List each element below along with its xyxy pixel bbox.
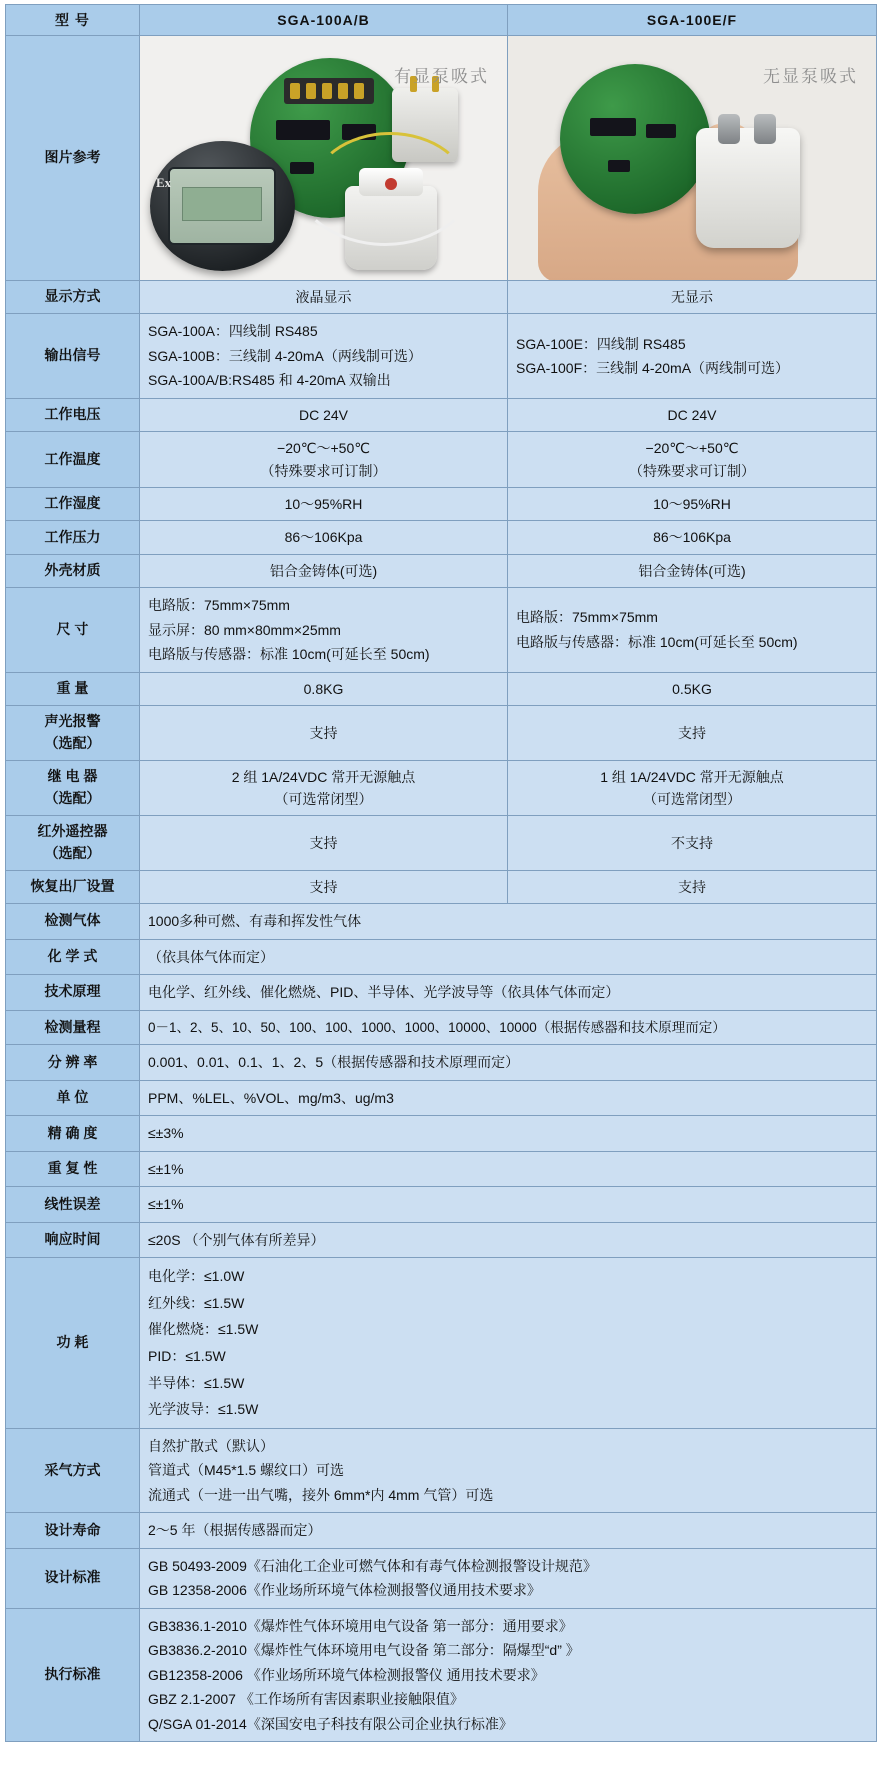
- display-meter-icon: Ex: [150, 141, 295, 271]
- table-row-relay: [6, 760, 877, 816]
- alarm-label-line-1: 声光报警: [44, 713, 101, 730]
- table-row-resolution: [6, 1045, 877, 1081]
- resolution-label: 分 辨 率: [6, 1045, 140, 1081]
- alarm-value-a: 支持: [140, 706, 508, 760]
- size-b-line-1: 电路版：75mm×75mm: [516, 609, 658, 626]
- size-a-line-2: 显示屏：80 mm×80mm×25mm: [148, 621, 341, 638]
- pressure-label: 工作压力: [6, 521, 140, 554]
- remote-value-b: 不支持: [508, 816, 877, 870]
- sampling-line-2: 管道式（M45*1.5 螺纹口）可选: [148, 1462, 345, 1479]
- alarm-label-line-2: （选配）: [44, 734, 101, 751]
- size-value-a: [140, 588, 508, 673]
- sampling-label: 采气方式: [6, 1428, 140, 1513]
- table-row-accuracy: [6, 1116, 877, 1152]
- relay-value-b: [508, 760, 877, 816]
- relay-label: [6, 760, 140, 816]
- range-label: 检测量程: [6, 1010, 140, 1045]
- sampling-line-3: 流通式（一进一出气嘴，接外 6mm*内 4mm 气管）可选: [148, 1486, 494, 1503]
- table-row-factory-reset: [6, 870, 877, 903]
- design-standard-label: 设计标准: [6, 1548, 140, 1608]
- output-value-a: [140, 314, 508, 399]
- design-standard-value: [140, 1548, 877, 1608]
- lifetime-label: 设计寿命: [6, 1513, 140, 1549]
- table-row-temperature: [6, 432, 877, 488]
- sampling-line-1: 自然扩散式（默认）: [148, 1437, 274, 1454]
- table-row-display: [6, 281, 877, 314]
- power-value: [140, 1258, 877, 1429]
- humidity-value-b: 10～95%RH: [508, 488, 877, 521]
- table-row-design-standard: [6, 1548, 877, 1608]
- table-row-principle: [6, 975, 877, 1011]
- table-row-repeatability: [6, 1151, 877, 1187]
- weight-value-b: 0.5KG: [508, 672, 877, 705]
- relay-label-line-2: （选配）: [44, 789, 101, 806]
- alarm-value-b: 支持: [508, 706, 877, 760]
- output-label: 输出信号: [6, 314, 140, 399]
- exec-standard-line-5: Q/SGA 01-2014《深国安电子科技有限公司企业执行标准》: [148, 1715, 513, 1732]
- table-row-formula: [6, 939, 877, 975]
- temperature-label: 工作温度: [6, 432, 140, 488]
- photo-caption-a: 有显泵吸式: [394, 67, 489, 86]
- output-a-line-1: SGA-100A：四线制 RS485: [148, 323, 318, 340]
- temperature-a-line-2: （特殊要求可订制）: [260, 462, 387, 479]
- table-row-range: [6, 1010, 877, 1045]
- weight-value-a: 0.8KG: [140, 672, 508, 705]
- linearity-value: ≤±1%: [140, 1187, 877, 1223]
- photo-caption-b: 无显泵吸式: [763, 67, 858, 86]
- voltage-value-a: DC 24V: [140, 398, 508, 431]
- table-row-linearity: [6, 1187, 877, 1223]
- design-standard-line-2: GB 12358-2006《作业场所环境气体检测报警仪通用技术要求》: [148, 1582, 541, 1599]
- remote-label-line-1: 红外遥控器: [37, 823, 108, 840]
- gas-value: 1000多种可燃、有毒和挥发性气体: [140, 904, 877, 940]
- relay-label-line-1: 继 电 器: [47, 768, 98, 785]
- power-line-1: 电化学：≤1.0W: [148, 1268, 245, 1285]
- photo-cell-a: [140, 36, 508, 281]
- table-row-gas: [6, 904, 877, 940]
- power-line-4: PID：≤1.5W: [148, 1347, 226, 1364]
- table-row-remote: [6, 816, 877, 870]
- exec-standard-label: 执行标准: [6, 1608, 140, 1742]
- table-row-output: [6, 314, 877, 399]
- table-row-photo: [6, 36, 877, 281]
- table-row-humidity: [6, 488, 877, 521]
- table-row-weight: [6, 672, 877, 705]
- exec-standard-line-3: GB12358-2006 《作业场所环境气体检测报警仪 通用技术要求》: [148, 1666, 545, 1683]
- output-a-line-3: SGA-100A/B:RS485 和 4-20mA 双输出: [148, 372, 391, 389]
- size-b-line-2: 电路版与传感器：标准 10cm(可延长至 50cm): [516, 633, 798, 650]
- table-row-exec-standard: [6, 1608, 877, 1742]
- relay-a-line-2: （可选常闭型）: [274, 790, 373, 807]
- power-line-2: 红外线：≤1.5W: [148, 1294, 245, 1311]
- product-photo-b: [508, 36, 876, 280]
- pressure-value-b: 86～106Kpa: [508, 521, 877, 554]
- response-value: ≤20S （个别气体有所差异）: [140, 1222, 877, 1258]
- power-line-5: 半导体：≤1.5W: [148, 1374, 245, 1391]
- power-line-3: 催化燃烧：≤1.5W: [148, 1321, 259, 1338]
- size-label: 尺 寸: [6, 588, 140, 673]
- humidity-value-a: 10～95%RH: [140, 488, 508, 521]
- design-standard-line-1: GB 50493-2009《石油化工企业可燃气体和有毒气体检测报警设计规范》: [148, 1557, 597, 1574]
- relay-a-line-1: 2 组 1A/24VDC 常开无源触点: [231, 768, 416, 785]
- photo-cell-b: [508, 36, 877, 281]
- shell-value-b: 铝合金铸体(可选): [508, 554, 877, 587]
- table-row-voltage: [6, 398, 877, 431]
- table-row-model: [6, 5, 877, 36]
- unit-label: 单 位: [6, 1080, 140, 1116]
- factory-reset-value-a: 支持: [140, 870, 508, 903]
- model-col-a: SGA-100A/B: [140, 5, 508, 36]
- principle-label: 技术原理: [6, 975, 140, 1011]
- specification-table: [5, 4, 877, 1742]
- temperature-value-b: [508, 432, 877, 488]
- relay-value-a: [140, 760, 508, 816]
- repeatability-value: ≤±1%: [140, 1151, 877, 1187]
- remote-label: [6, 816, 140, 870]
- sensor-pump-icon: [696, 128, 800, 248]
- weight-label: 重 量: [6, 672, 140, 705]
- display-value-a: 液晶显示: [140, 281, 508, 314]
- accuracy-value: ≤±3%: [140, 1116, 877, 1152]
- relay-b-line-2: （可选常闭型）: [643, 790, 741, 807]
- accuracy-label: 精 确 度: [6, 1116, 140, 1152]
- table-row-unit: [6, 1080, 877, 1116]
- output-b-line-1: SGA-100E：四线制 RS485: [516, 335, 686, 352]
- exec-standard-line-4: GBZ 2.1-2007 《工作场所有害因素职业接触限值》: [148, 1691, 464, 1708]
- power-label: 功 耗: [6, 1258, 140, 1429]
- response-label: 响应时间: [6, 1222, 140, 1258]
- output-a-line-2: SGA-100B：三线制 4-20mA（两线制可选）: [148, 347, 422, 364]
- humidity-label: 工作湿度: [6, 488, 140, 521]
- size-value-b: [508, 588, 877, 673]
- voltage-value-b: DC 24V: [508, 398, 877, 431]
- temperature-a-line-1: −20℃～+50℃: [277, 440, 370, 457]
- size-a-line-1: 电路版：75mm×75mm: [148, 597, 290, 614]
- table-row-size: [6, 588, 877, 673]
- factory-reset-value-b: 支持: [508, 870, 877, 903]
- table-row-pressure: [6, 521, 877, 554]
- shell-value-a: 铝合金铸体(可选): [140, 554, 508, 587]
- lifetime-value: 2～5 年（根据传感器而定）: [140, 1513, 877, 1549]
- gas-label: 检测气体: [6, 904, 140, 940]
- principle-value: 电化学、红外线、催化燃烧、PID、半导体、光学波导等（依具体气体而定）: [140, 975, 877, 1011]
- range-value: 0－1、2、5、10、50、100、100、1000、1000、10000、10000（根据传感器和技术原理而定）: [140, 1010, 877, 1045]
- formula-value: （依具体气体而定）: [140, 939, 877, 975]
- alarm-label: [6, 706, 140, 760]
- temperature-b-line-2: （特殊要求可订制）: [629, 462, 755, 479]
- remote-value-a: 支持: [140, 816, 508, 870]
- repeatability-label: 重 复 性: [6, 1151, 140, 1187]
- table-row-sampling: [6, 1428, 877, 1513]
- voltage-label: 工作电压: [6, 398, 140, 431]
- photo-label: 图片参考: [6, 36, 140, 281]
- temperature-b-line-1: −20℃～+50℃: [645, 440, 739, 457]
- output-b-line-2: SGA-100F：三线制 4-20mA（两线制可选）: [516, 360, 790, 377]
- exec-standard-line-2: GB3836.2-2010《爆炸性气体环境用电气设备 第二部分：隔爆型“d” 》: [148, 1642, 580, 1659]
- remote-label-line-2: （选配）: [44, 844, 101, 861]
- model-label: 型 号: [6, 5, 140, 36]
- table-row-response: [6, 1222, 877, 1258]
- factory-reset-label: 恢复出厂设置: [6, 870, 140, 903]
- resolution-value: 0.001、0.01、0.1、1、2、5（根据传感器和技术原理而定）: [140, 1045, 877, 1081]
- pressure-value-a: 86～106Kpa: [140, 521, 508, 554]
- model-col-b: SGA-100E/F: [508, 5, 877, 36]
- sampling-value: [140, 1428, 877, 1513]
- table-row-alarm: [6, 706, 877, 760]
- exec-standard-line-1: GB3836.1-2010《爆炸性气体环境用电气设备 第一部分：通用要求》: [148, 1617, 573, 1634]
- formula-label: 化 学 式: [6, 939, 140, 975]
- output-value-b: [508, 314, 877, 399]
- exec-standard-value: [140, 1608, 877, 1742]
- product-photo-a: [140, 36, 507, 280]
- table-row-lifetime: [6, 1513, 877, 1549]
- display-value-b: 无显示: [508, 281, 877, 314]
- size-a-line-3: 电路版与传感器：标准 10cm(可延长至 50cm): [148, 646, 430, 663]
- pcb-board-b-icon: [560, 64, 710, 214]
- unit-value: PPM、%LEL、%VOL、mg/m3、ug/m3: [140, 1080, 877, 1116]
- shell-label: 外壳材质: [6, 554, 140, 587]
- linearity-label: 线性误差: [6, 1187, 140, 1223]
- table-row-power: [6, 1258, 877, 1429]
- power-line-6: 光学波导：≤1.5W: [148, 1401, 259, 1418]
- table-row-shell: [6, 554, 877, 587]
- relay-b-line-1: 1 组 1A/24VDC 常开无源触点: [600, 768, 784, 785]
- temperature-value-a: [140, 432, 508, 488]
- display-label: 显示方式: [6, 281, 140, 314]
